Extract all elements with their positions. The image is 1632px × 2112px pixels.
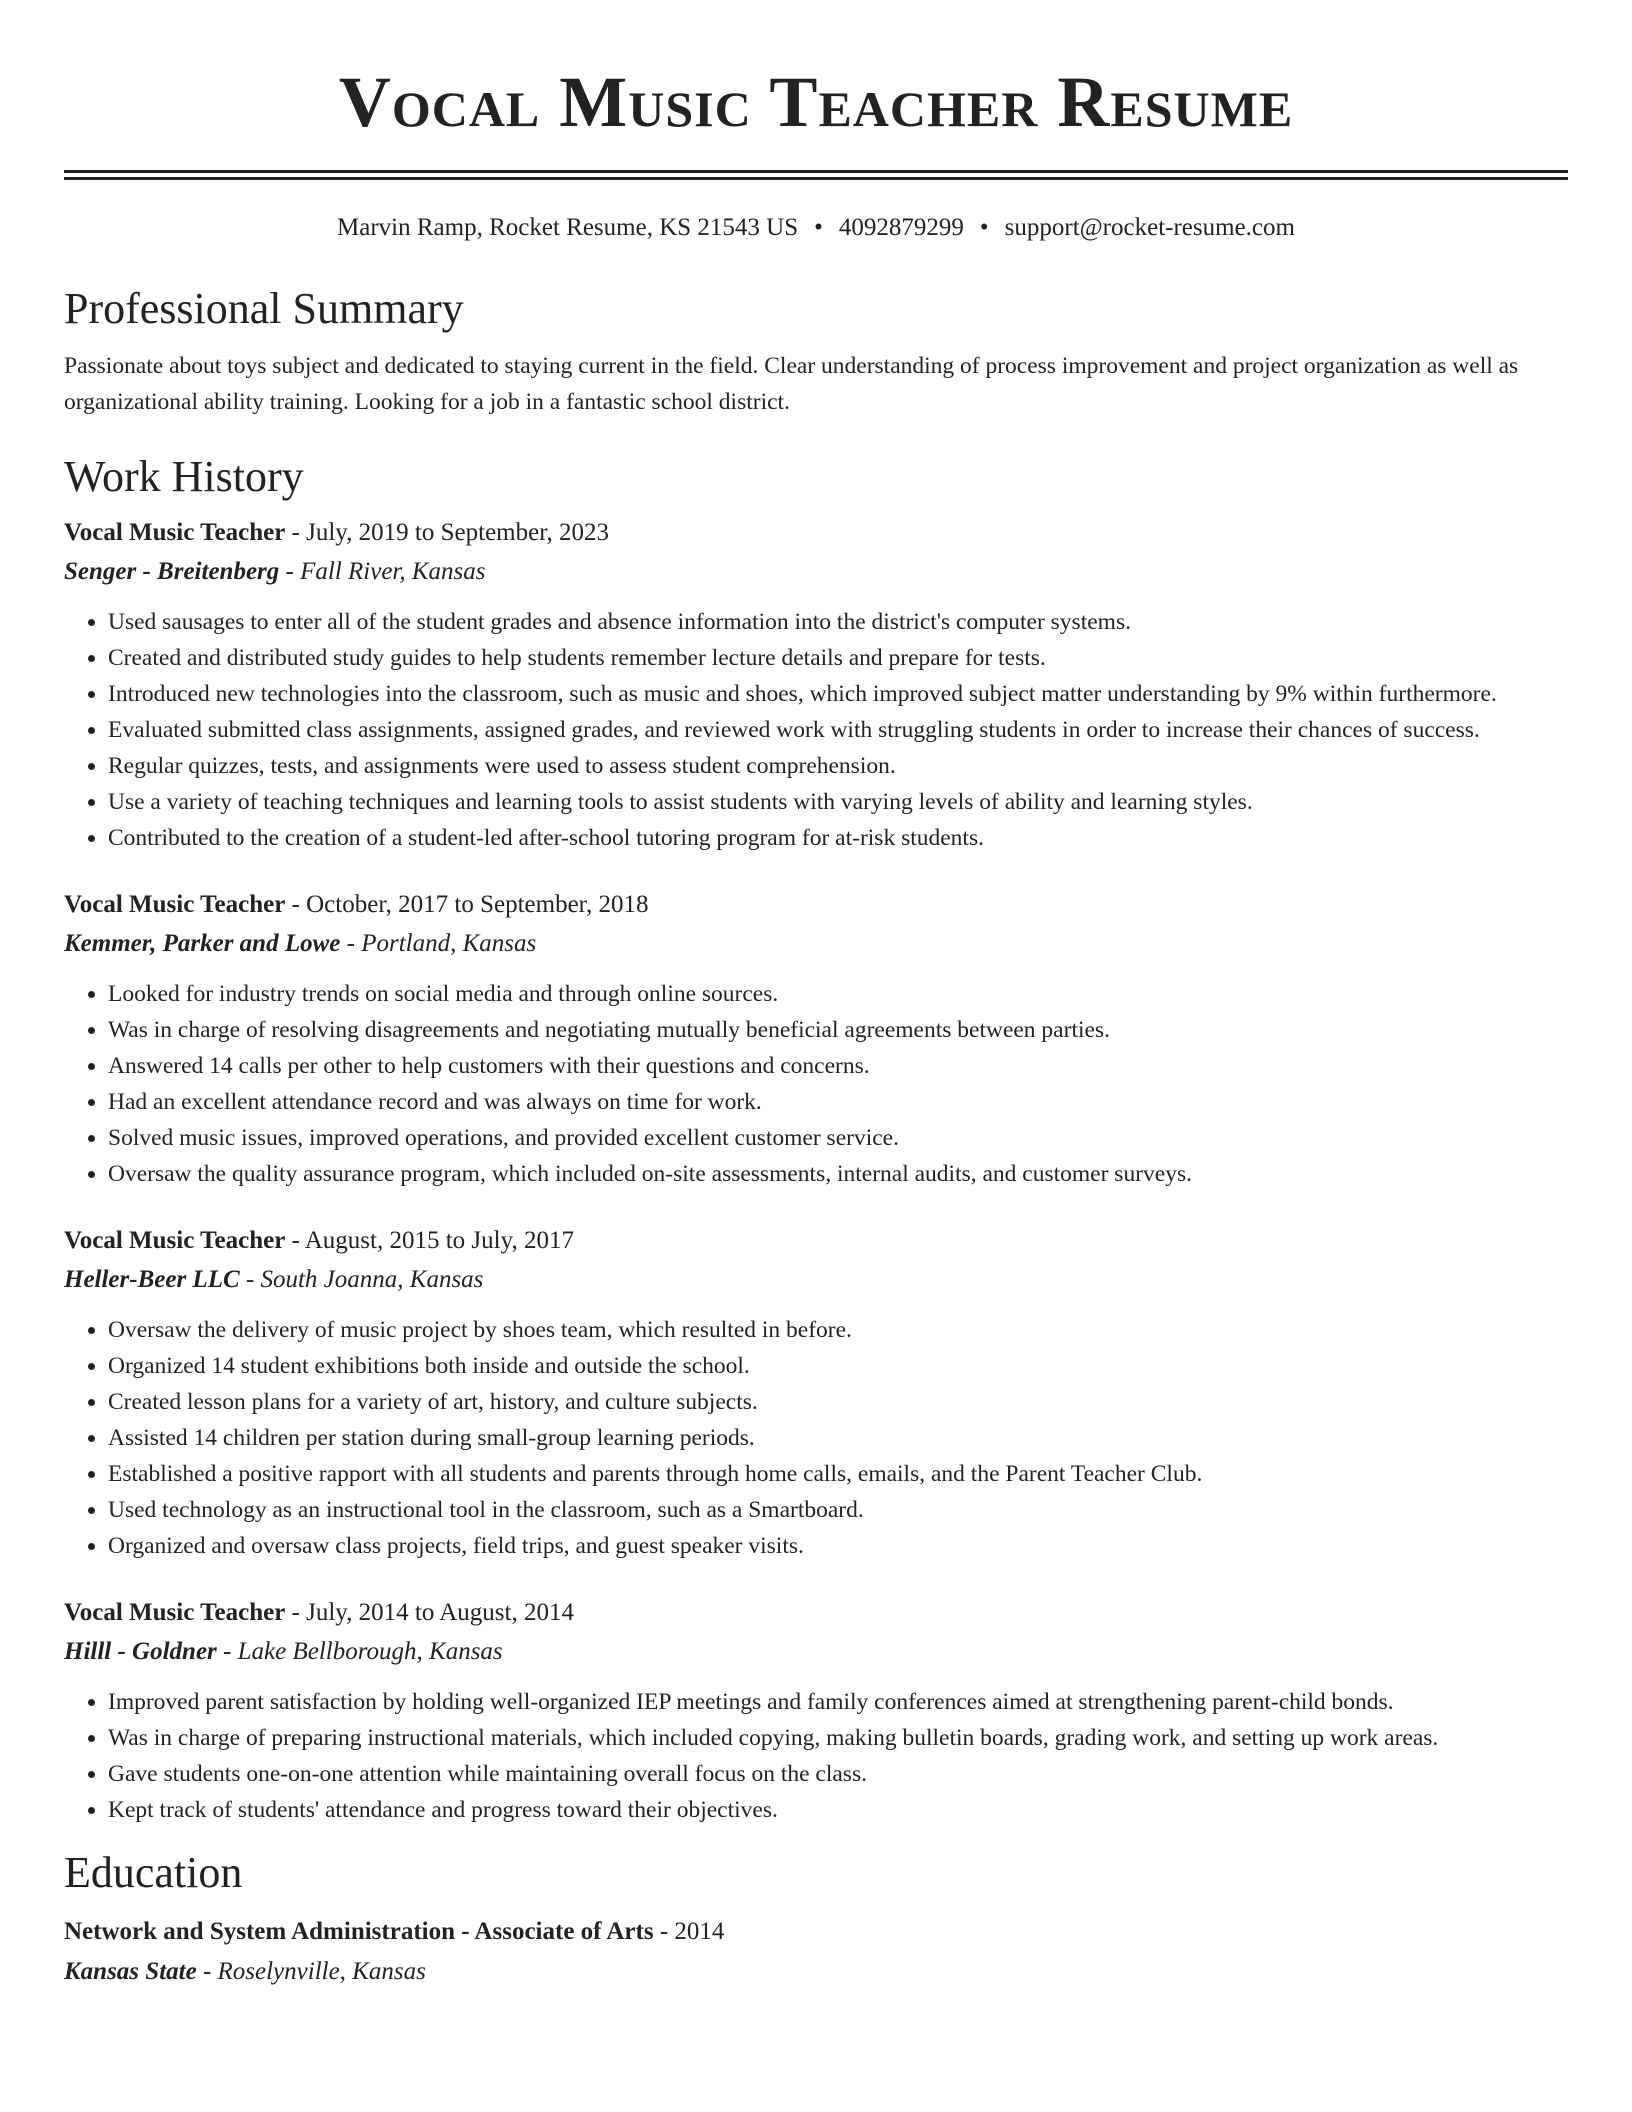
education-school-line <box>64 1952 1568 1992</box>
job-bullet: • Contributed to the creation of a student-led after-school tutoring program for at-risk students. <box>108 820 1568 856</box>
job-title: Vocal Music Teacher <box>64 1599 286 1626</box>
job-company: Heller-Beer LLC <box>64 1266 240 1293</box>
job-bullet: • Organized and oversaw class projects, field trips, and guest speaker visits. <box>108 1528 1568 1564</box>
contact-address: Marvin Ramp, Rocket Resume, KS 21543 US <box>337 214 799 241</box>
job-bullet: • Was in charge of preparing instructional materials, which included copying, making bulletin boards, grading work, and setting up work areas. <box>108 1720 1568 1756</box>
job-title: Vocal Music Teacher <box>64 891 286 918</box>
education-degree: Network and System Administration - Associate of Arts <box>64 1918 654 1945</box>
job-company: Senger - Breitenberg <box>64 558 280 585</box>
job-bullet: • Regular quizzes, tests, and assignments were used to assess student comprehension. <box>108 748 1568 784</box>
contact-separator: • <box>979 214 989 241</box>
job-bullets <box>64 1312 1568 1564</box>
education-degree-line <box>64 1912 1568 1952</box>
job-bullet: • Kept track of students' attendance and progress toward their objectives. <box>108 1792 1568 1828</box>
job-bullet: • Created and distributed study guides to help students remember lecture details and prepare for tests. <box>108 640 1568 676</box>
job-bullet: • Organized 14 student exhibitions both inside and outside the school. <box>108 1348 1568 1384</box>
job-bullet: • Gave students one-on-one attention while maintaining overall focus on the class. <box>108 1756 1568 1792</box>
job-bullet: • Had an excellent attendance record and was always on time for work. <box>108 1084 1568 1120</box>
job-bullet: • Created lesson plans for a variety of art, history, and culture subjects. <box>108 1384 1568 1420</box>
job-bullet: • Established a positive rapport with all students and parents through home calls, emails, and the Parent Teacher Club. <box>108 1456 1568 1492</box>
job-bullet: • Evaluated submitted class assignments, assigned grades, and reviewed work with struggling students in order to increase their chances of success. <box>108 712 1568 748</box>
job-title: Vocal Music Teacher <box>64 1227 286 1254</box>
job-entry <box>64 886 1568 1192</box>
job-title: Vocal Music Teacher <box>64 519 286 546</box>
job-title-line <box>64 886 1568 924</box>
job-company-line <box>64 1632 1568 1672</box>
job-bullets <box>64 1684 1568 1828</box>
job-entry <box>64 1594 1568 1828</box>
job-location: - South Joanna, Kansas <box>239 1266 484 1293</box>
job-location: - Portland, Kansas <box>340 930 537 957</box>
job-dates: - October, 2017 to September, 2018 <box>285 891 649 918</box>
job-dates: - July, 2014 to August, 2014 <box>285 1599 574 1626</box>
job-bullet: • Answered 14 calls per other to help customers with their questions and concerns. <box>108 1048 1568 1084</box>
job-bullet: • Use a variety of teaching techniques and learning tools to assist students with varying levels of ability and learning styles. <box>108 784 1568 820</box>
education-heading: Education <box>64 1848 243 1897</box>
contact-line <box>64 210 1568 246</box>
job-bullets <box>64 976 1568 1192</box>
page-title: Vocal Music Teacher Resume <box>338 62 1294 142</box>
job-location: - Lake Bellborough, Kansas <box>216 1638 503 1665</box>
summary-text: Passionate about toys subject and dedicated to staying current in the field. Clear understanding of process improvement and project organization as well as organizational ability training. Looking for a job in a fantastic school district. <box>64 353 1519 415</box>
contact-email: support@rocket-resume.com <box>1004 214 1295 241</box>
job-bullet: • Used technology as an instructional tool in the classroom, such as a Smartboard. <box>108 1492 1568 1528</box>
job-company-line <box>64 924 1568 964</box>
education-year: - 2014 <box>653 1918 725 1945</box>
job-dates: - July, 2019 to September, 2023 <box>285 519 610 546</box>
job-company: Hilll - Goldner <box>64 1638 217 1665</box>
job-bullet: • Oversaw the delivery of music project by shoes team, which resulted in before. <box>108 1312 1568 1348</box>
job-bullet: • Oversaw the quality assurance program, which included on-site assessments, internal audits, and customer surveys. <box>108 1156 1568 1192</box>
job-location: - Fall River, Kansas <box>279 558 486 585</box>
contact-separator: • <box>814 214 823 241</box>
job-bullet: • Looked for industry trends on social media and through online sources. <box>108 976 1568 1012</box>
title-divider <box>64 170 1568 180</box>
job-title-line <box>64 1222 1568 1260</box>
work-history-heading: Work History <box>64 452 304 501</box>
job-bullet: • Introduced new technologies into the classroom, such as music and shoes, which improved subject matter understanding by 9% within furthermore. <box>108 676 1568 712</box>
education-school: Kansas State <box>64 1958 197 1985</box>
job-bullets <box>64 604 1568 856</box>
education-location: - Roselynville, Kansas <box>196 1958 426 1985</box>
contact-phone: 4092879299 <box>838 214 964 241</box>
job-bullet: • Assisted 14 children per station during small-group learning periods. <box>108 1420 1568 1456</box>
job-entry <box>64 1222 1568 1564</box>
job-bullet: • Was in charge of resolving disagreements and negotiating mutually beneficial agreements between parties. <box>108 1012 1568 1048</box>
job-title-line <box>64 1594 1568 1632</box>
summary-heading: Professional Summary <box>64 284 464 333</box>
job-company: Kemmer, Parker and Lowe <box>64 930 341 957</box>
job-bullet: • Used sausages to enter all of the student grades and absence information into the district's computer systems. <box>108 604 1568 640</box>
job-company-line <box>64 552 1568 592</box>
job-dates: - August, 2015 to July, 2017 <box>285 1227 574 1254</box>
job-bullet: • Solved music issues, improved operations, and provided excellent customer service. <box>108 1120 1568 1156</box>
job-entry <box>64 514 1568 856</box>
job-bullet: • Improved parent satisfaction by holding well-organized IEP meetings and family conferences aimed at strengthening parent-child bonds. <box>108 1684 1568 1720</box>
job-company-line <box>64 1260 1568 1300</box>
job-title-line <box>64 514 1568 552</box>
